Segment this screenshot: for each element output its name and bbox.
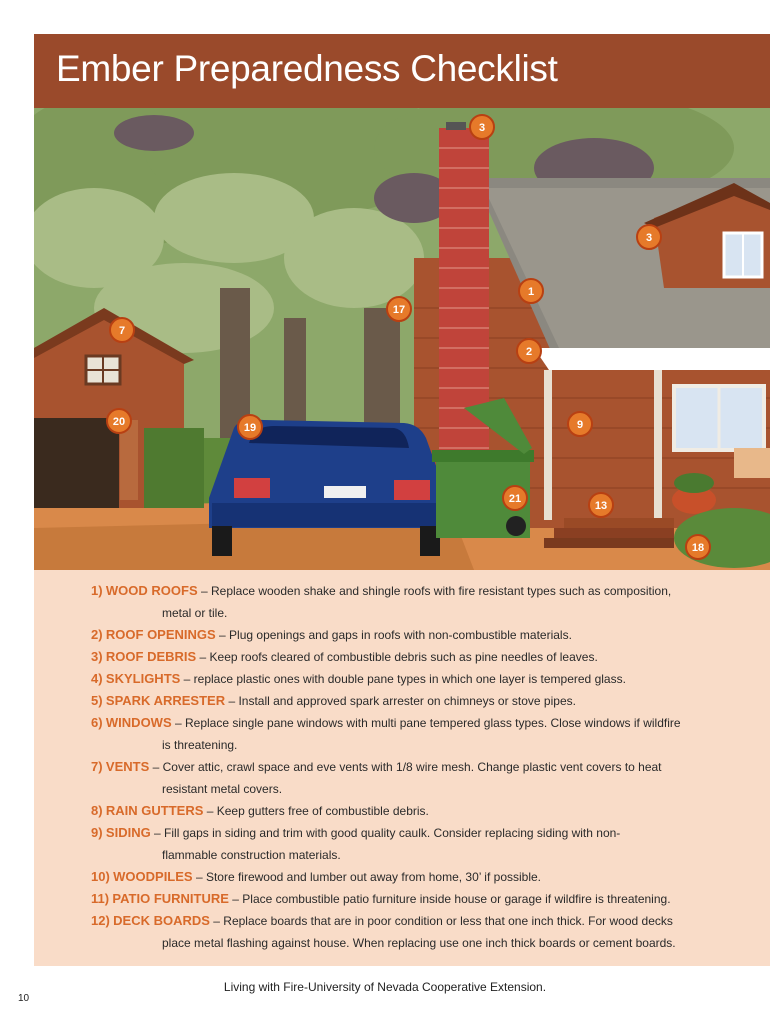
footer-credit: Living with Fire-University of Nevada Cooperative Extension. [223, 980, 547, 994]
svg-text:7: 7 [118, 325, 126, 337]
checklist-item: 4) SKYLIGHTS – replace plastic ones with double pane types in which one layer is tempered glass. [91, 671, 626, 686]
checklist-item: 5) SPARK ARRESTER – Install and approved spark arrester on chimneys or stove pipes. [91, 693, 576, 708]
svg-text:17: 17 [392, 304, 406, 316]
svg-text:20: 20 [112, 416, 126, 428]
checklist-item: 1) WOOD ROOFS – Replace wooden shake and shingle roofs with fire resistant types such as composition, metal or tile. [91, 583, 672, 620]
fire-marker-13 [589, 493, 613, 517]
fire-marker-1 [519, 279, 543, 303]
house-illustration [34, 108, 770, 570]
fire-marker-2 [517, 339, 541, 363]
checklist-item: 11) PATIO FURNITURE – Place combustible patio furniture inside house or garage if wildfire is threatening. [91, 891, 671, 906]
svg-text:21: 21 [508, 493, 522, 505]
svg-text:18: 18 [691, 542, 705, 554]
checklist-item: 7) VENTS – Cover attic, crawl space and eve vents with 1/8 wire mesh. Change plastic vent covers to heat resistant metal covers. [91, 759, 662, 796]
fire-marker-3 [637, 225, 661, 249]
page-number: 10 [18, 993, 30, 1004]
svg-text:3: 3 [645, 232, 653, 244]
svg-text:9: 9 [576, 419, 584, 431]
svg-text:3: 3 [478, 122, 486, 134]
fire-marker-18 [686, 535, 710, 559]
fire-marker-7 [110, 318, 134, 342]
checklist-item: 3) ROOF DEBRIS – Keep roofs cleared of combustible debris such as pine needles of leaves. [91, 649, 598, 664]
fire-marker-21 [503, 486, 527, 510]
svg-text:1: 1 [527, 286, 535, 298]
checklist-item: 9) SIDING – Fill gaps in siding and trim with good quality caulk. Consider replacing siding with non- flammable construction materials. [91, 825, 621, 862]
fire-marker-9 [568, 412, 592, 436]
checklist-item: 2) ROOF OPENINGS – Plug openings and gaps in roofs with non-combustible materials. [91, 627, 572, 642]
fire-marker-17 [387, 297, 411, 321]
checklist-item: 6) WINDOWS – Replace single pane windows with multi pane tempered glass types. Close windows if wildfire is threatening. [91, 715, 681, 752]
fire-marker-19 [238, 415, 262, 439]
title-banner [34, 34, 770, 108]
checklist-panel [34, 570, 770, 966]
fire-marker-5 [470, 115, 494, 139]
checklist-item: 10) WOODPILES – Store firewood and lumber out away from home, 30’ if possible. [91, 869, 542, 884]
svg-text:19: 19 [243, 422, 257, 434]
checklist-item: 12) DECK BOARDS – Replace boards that are in poor condition or less that one inch thick. For wood decks place metal flashing against house. When replacing use one inch thick boards or cement boards. [91, 913, 676, 950]
svg-text:13: 13 [594, 500, 608, 512]
fire-marker-20 [107, 409, 131, 433]
checklist-item: 8) RAIN GUTTERS – Keep gutters free of combustible debris. [91, 803, 429, 818]
page-title: Ember Preparedness Checklist [56, 48, 558, 89]
svg-text:2: 2 [525, 346, 533, 358]
